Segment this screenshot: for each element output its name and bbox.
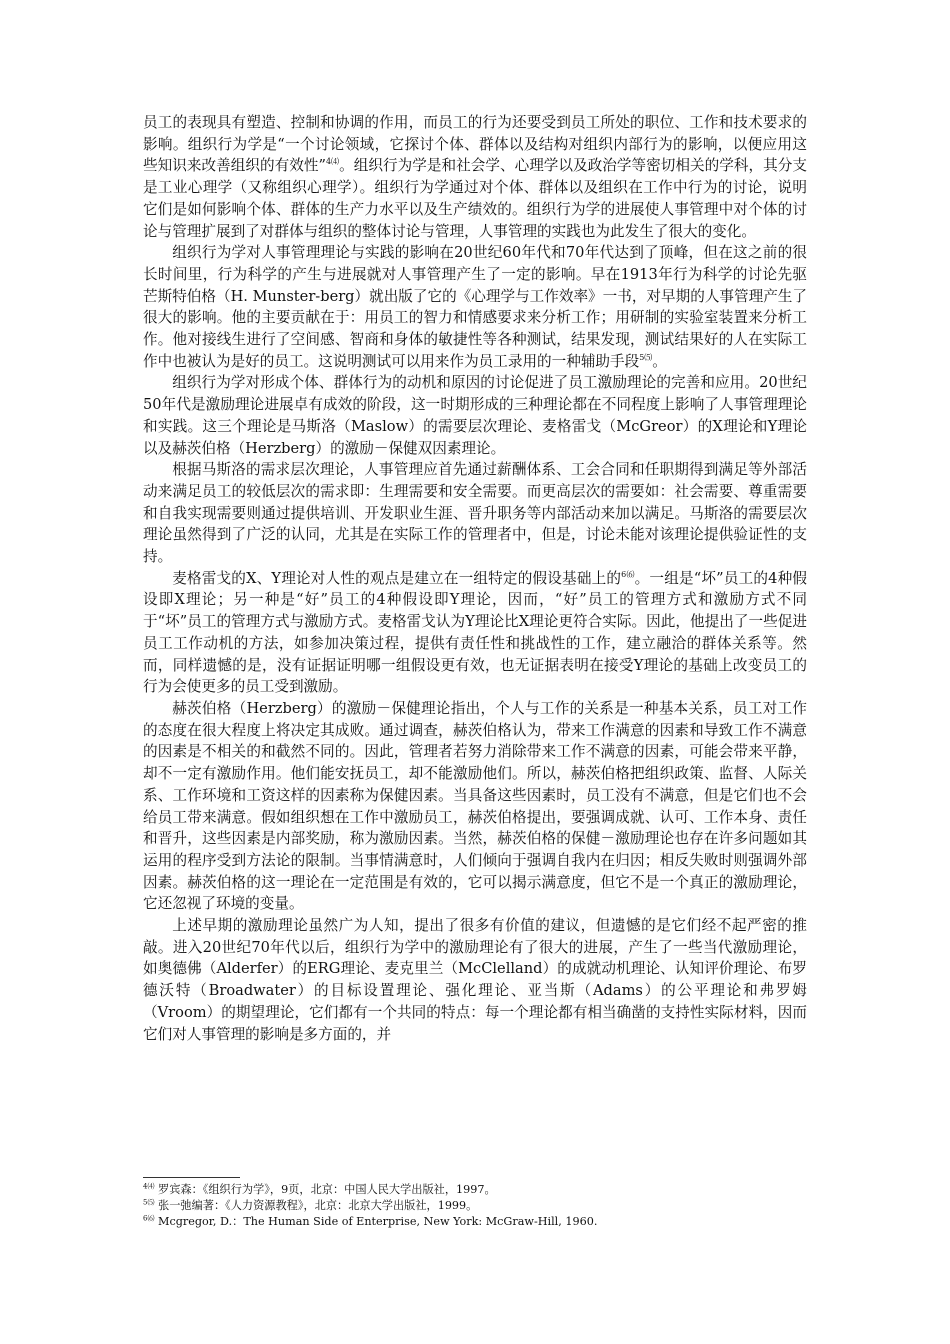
paragraph-2 bbox=[143, 242, 807, 372]
paragraph-text: 员工的表现具有塑造、控制和协调的作用，而员工的行为还要受到员工所处的职位、工作和技术要求的影响。组织行为学是“一个讨论领域，它探讨个体、群体以及结构对组织内部行为的影响，以便应用这些知识来改善组织的有效性” bbox=[143, 114, 807, 175]
paragraph-text: 组织行为学对人事管理理论与实践的影响在20世纪60年代和70年代达到了顶峰，但在这之前的很长时间里，行为科学的产生与进展就对人事管理产生了一定的影响。早在1913年行为科学的讨论先驱芒斯特伯格（H. Munster-berg）就出版了它的《心理学与工作效率》一书，对早期的人事管理产生了很大的影响。他的主要贡献在于：用员工的智力和情感要求来分析工作；用研制的实验室装置来分析工作。他对接线生进行了空间感、智商和身体的敏捷性等各种测试，结果发现，测试结果好的人在实际工作中也被认为是好的员工。这说明测试可以用来作为员工录用的一种辅助手段 bbox=[143, 244, 807, 370]
paragraph-1 bbox=[143, 112, 807, 242]
footnote-ref-5[interactable]: 5⑸ bbox=[639, 352, 653, 362]
footnote-text: 张一弛编著：《人力资源教程》，北京：北京大学出版社，1999。 bbox=[154, 1199, 478, 1213]
paragraph-text: 。组织行为学是和社会学、心理学以及政治学等密切相关的学科，其分支是工业心理学（又称组织心理学）。组织行为学通过对个体、群体以及组织在工作中行为的讨论，说明它们是如何影响个体、群体的生产力水平以及生产绩效的。组织行为学的进展使人事管理中对个体的讨论与管理扩展到了对群体与组织的整体讨论与管理，人事管理的实践也为此发生了很大的变化。 bbox=[143, 157, 807, 240]
footnote-mark: 4⑷ bbox=[143, 1182, 155, 1191]
footnote-text: Mcgregor, D.：The Human Side of Enterprise, New York: McGraw-Hill, 1960. bbox=[154, 1215, 598, 1229]
paragraph-text: 。 bbox=[652, 352, 667, 370]
footnote-6 bbox=[143, 1214, 843, 1230]
paragraph-text: 。一组是“坏”员工的4种假设即X理论；另一种是“好”员工的4种假设即Y理论，因而，“好”员工的管理方式和激励方式不同于“坏”员工的管理方式与激励方式。麦格雷戈认为Y理论比X理论更符合实际。因此，他提出了一些促进员工工作动机的方法，如参加决策过程，提供有责任性和挑战性的工作，建立融洽的群体关系等。然而，同样遗憾的是，没有证据证明哪一组假设更有效，也无证据表明在接受Y理论的基础上改变员工的行为会使更多的员工受到激励。 bbox=[143, 569, 808, 696]
paragraph-6: 赫茨伯格（Herzberg）的激励－保健理论指出，个人与工作的关系是一种基本关系，员工对工作的态度在很大程度上将决定其成败。通过调查，赫茨伯格认为，带来工作满意的因素和导致工作不满意的因素是不相关的和截然不同的。因此，管理者若努力消除带来工作不满意的因素，可能会带来平静，却不一定有激励作用。他们能安抚员工，却不能激励他们。所以，赫茨伯格把组织政策、监督、人际关系、工作环境和工资这样的因素称为保健因素。当具备这些因素时，员工没有不满意，但是它们也不会给员工带来满意。假如组织想在工作中激励员工，赫茨伯格提出，要强调成就、认可、工作本身、责任和晋升，这些因素是内部奖励，称为激励因素。当然，赫茨伯格的保健－激励理论也存在许多问题如其运用的程序受到方法论的限制。当事情满意时，人们倾向于强调自我内在归因；相反失败时则强调外部因素。赫茨伯格的这一理论在一定范围是有效的，它可以揭示满意度，但它不是一个真正的激励理论，它还忽视了环境的变量。 bbox=[143, 699, 807, 913]
paragraph-7: 上述早期的激励理论虽然广为人知，提出了很多有价值的建议，但遗憾的是它们经不起严密的推敲。进入20世纪70年代以后，组织行为学中的激励理论有了很大的进展，产生了一些当代激励理论，如奥德佛（Alderfer）的ERG理论、麦克里兰（McClelland）的成就动机理论、认知评价理论、布罗德沃特（Broadwater）的目标设置理论、强化理论、亚当斯（Adams）的公平理论和弗罗姆（Vroom）的期望理论，它们都有一个共同的特点：每一个理论都有相当确凿的支持性实际材料，因而它们对人事管理的影响是多方面的，并 bbox=[143, 917, 807, 1043]
footnote-5 bbox=[143, 1198, 843, 1214]
paragraph-4: 根据马斯洛的需求层次理论，人事管理应首先通过薪酬体系、工会合同和任职期得到满足等外部活动来满足员工的较低层次的需求即：生理需要和安全需要。而更高层次的需要如：社会需要、尊重需要和自我实现需要则通过提供培训、开发职业生涯、晋升职务等内部活动来加以满足。马斯洛的需要层次理论虽然得到了广泛的认同，尤其是在实际工作的管理者中，但是，讨论未能对该理论提供验证性的支持。 bbox=[143, 461, 807, 566]
footnote-4 bbox=[143, 1182, 843, 1198]
footnote-text: 罗宾森：《组织行为学》，9页，北京：中国人民大学出版社，1997。 bbox=[154, 1183, 496, 1196]
footnotes bbox=[143, 1182, 843, 1231]
footnote-ref-4[interactable]: 4⑷ bbox=[325, 157, 340, 167]
footnote-mark: 5⑸ bbox=[143, 1198, 155, 1207]
paragraph-3: 组织行为学对形成个体、群体行为的动机和原因的讨论促进了员工激励理论的完善和应用。20世纪50年代是激励理论进展卓有成效的阶段，这一时期形成的三种理论都在不同程度上影响了人事管理理论和实践。这三个理论是马斯洛（Maslow）的需要层次理论、麦格雷戈（McGreor）的X理论和Y理论以及赫茨伯格（Herzberg）的激励－保健双因素理论。 bbox=[143, 374, 807, 457]
paragraph-text: 麦格雷戈的X、Y理论对人性的观点是建立在一组特定的假设基础上的 bbox=[172, 569, 622, 587]
footnote-mark: 6⑹ bbox=[143, 1214, 155, 1223]
paragraph-5 bbox=[143, 568, 807, 698]
footnote-ref-6[interactable]: 6⑹ bbox=[621, 569, 635, 579]
footnote-separator bbox=[143, 1177, 240, 1178]
document-body bbox=[143, 112, 807, 1045]
